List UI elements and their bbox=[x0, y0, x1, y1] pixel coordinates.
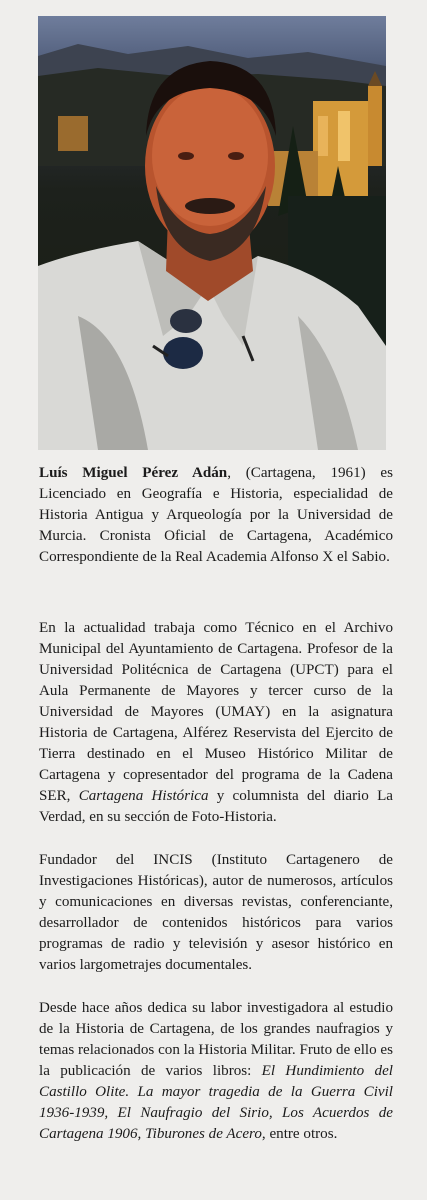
research-text-end: , entre otros. bbox=[261, 1126, 338, 1142]
radio-program-title: Cartagena Histórica bbox=[78, 788, 209, 804]
research-text: Desde hace años dedica su labor investigadora al estudio de la Historia de Cartagena, de los grandes naufragios y temas relacionados con la Historia Militar. Fruto de ello es la publicación de varios libros: bbox=[39, 1000, 393, 1079]
bio-paragraph-founder: Fundador del INCIS (Instituto Cartagenero de Investigaciones Históricas), autor de numerosos, artículos y comunicaciones en diversas revistas, conferenciante, desarrollador de contenidos históricos para varios programas de radio y televisión y asesor histórico en varios largometrajes documentales. bbox=[39, 852, 393, 973]
bio-paragraph-current-work bbox=[39, 618, 393, 828]
current-work-text-end: y columnista del diario La Verdad, en su sección de Foto-Historia. bbox=[39, 788, 393, 825]
bio-paragraph-intro bbox=[39, 463, 393, 568]
current-work-text: En la actualidad trabaja como Técnico en el Archivo Municipal del Ayuntamiento de Cartagena. Profesor de la Universidad Politécnica de Cartagena (UPCT) para el Aula Permanente de Mayores y tercer curso de la Universidad de Mayores (UMAY) en la asignatura Historia de Cartagena, Alférez Reservista del Ejercito de Tierra destinado en el Museo Histórico Militar de Cartagena y copresentador del programa de la Cadena SER, bbox=[39, 620, 393, 804]
book-titles: El Hundimiento del Castillo Olite. La mayor tragedia de la Guerra Civil 1936-1939, El Naufragio del Sirio, Los Acuerdos de Cartagena 1906, Tiburones de Acero bbox=[39, 1063, 393, 1142]
bio-intro-text: , (Cartagena, 1961) es Licenciado en Geografía e Historia, especialidad de Historia Antigua y Arqueología por la Universidad de Murcia. Cronista Oficial de Cartagena, Académico Correspondiente de la Real Academia Alfonso X el Sabio. bbox=[39, 465, 393, 565]
author-name: Luís Miguel Pérez Adán bbox=[39, 465, 228, 481]
author-portrait-photo bbox=[38, 16, 386, 450]
bio-paragraph-research bbox=[39, 998, 393, 1145]
